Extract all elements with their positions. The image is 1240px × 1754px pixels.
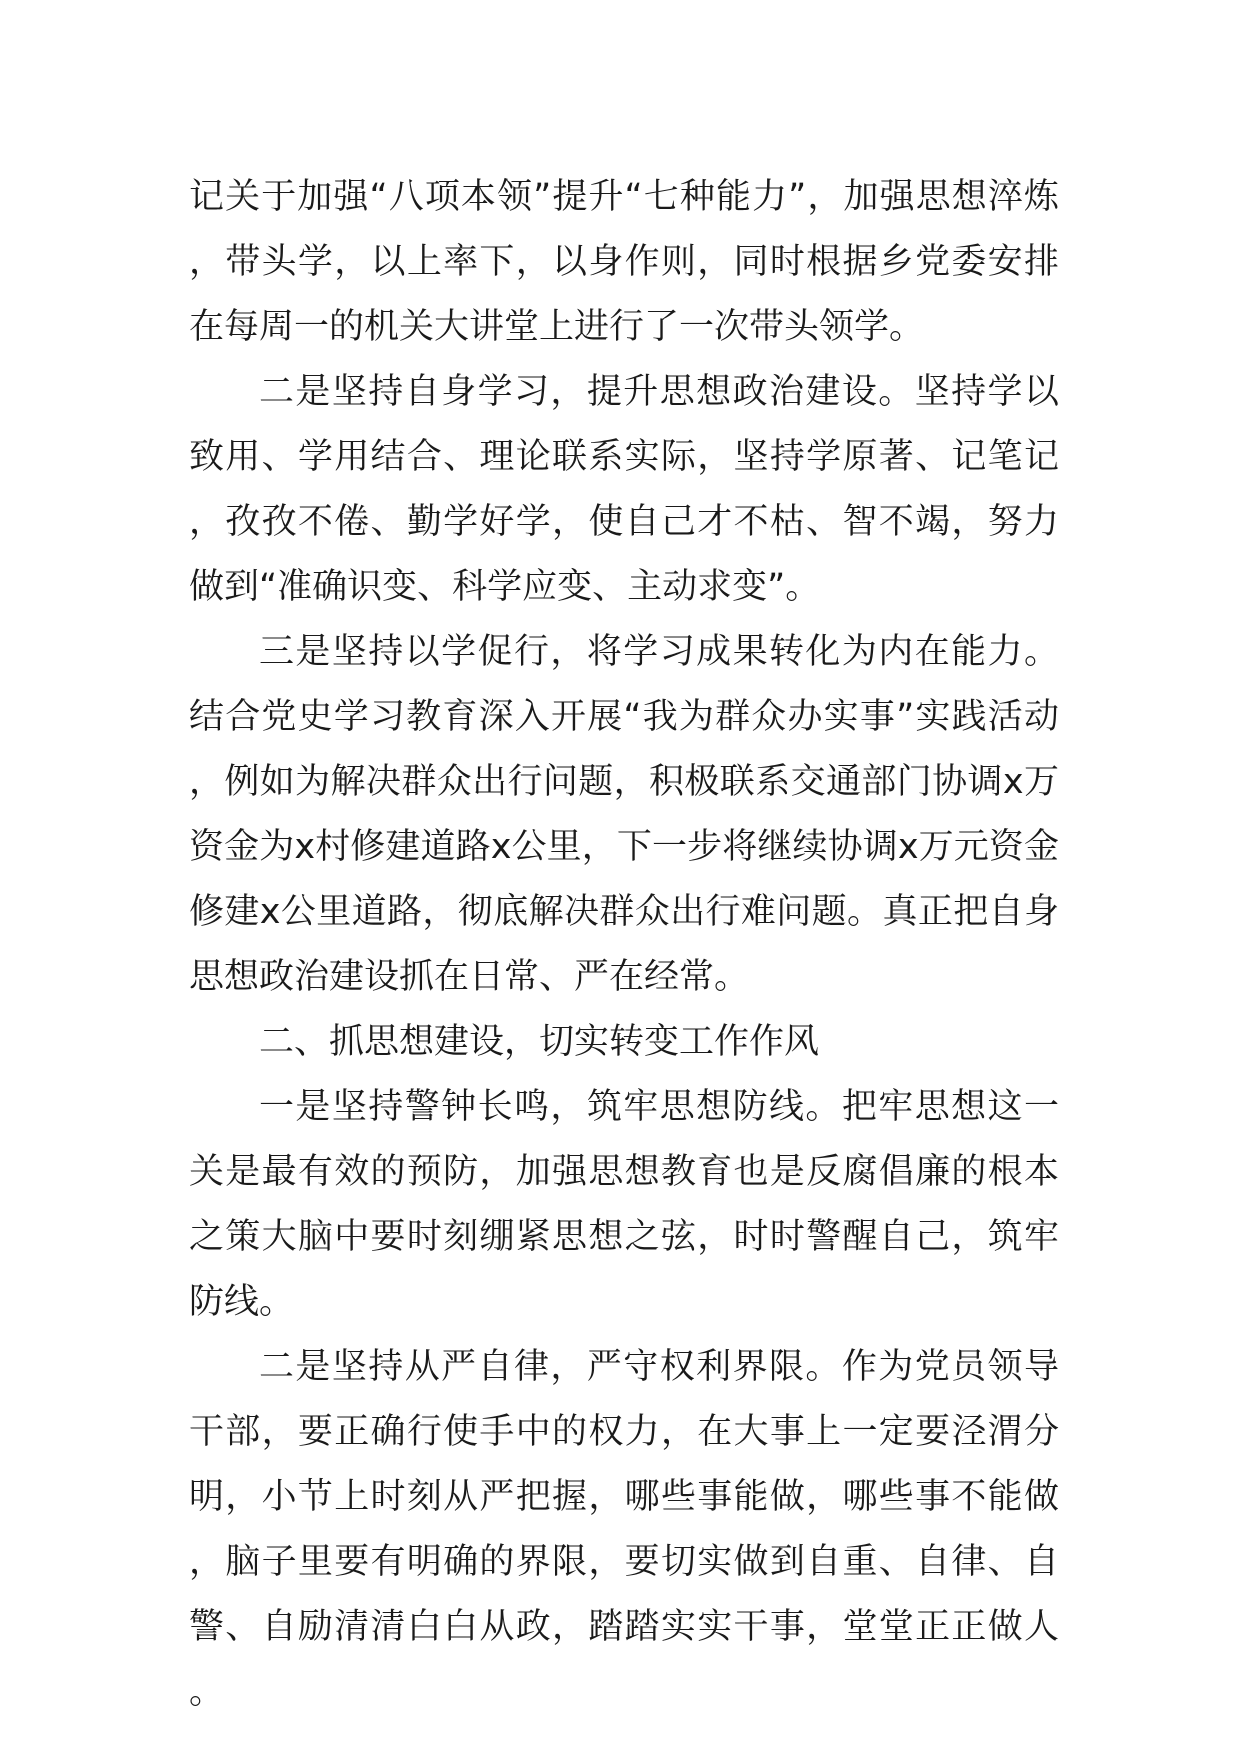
paragraph-5: 二是坚持从严自律，严守权利界限。作为党员领导干部，要正确行使手中的权力，在大事上一定要泾渭分明，小节上时刻从严把握，哪些事能做，哪些事不能做，脑子里要有明确的界限，要切实做到自重、自律、自警、自励清清白白从政，踏踏实实干事，堂堂正正做人。 <box>189 1347 1059 1712</box>
paragraph-2: 二是坚持自身学习，提升思想政治建设。坚持学以致用、学用结合、理论联系实际，坚持学原著、记笔记，孜孜不倦、勤学好学，使自己才不枯、智不竭，努力做到“准确识变、科学应变、主动求变”。 <box>189 372 1059 607</box>
paragraph-3: 三是坚持以学促行，将学习成果转化为内在能力。结合党史学习教育深入开展“我为群众办实事”实践活动，例如为解决群众出行问题，积极联系交通部门协调x万资金为x村修建道路x公里，下一步将继续协调x万元资金修建x公里道路，彻底解决群众出行难问题。真正把自身思想政治建设抓在日常、严在经常。 <box>189 632 1059 997</box>
document-body <box>189 165 1059 1725</box>
section-heading: 二、抓思想建设，切实转变工作作风 <box>259 1022 820 1062</box>
paragraph-1: 记关于加强“八项本领”提升“七种能力”，加强思想淬炼，带头学，以上率下，以身作则，同时根据乡党委安排在每周一的机关大讲堂上进行了一次带头领学。 <box>189 177 1060 347</box>
paragraph-4: 一是坚持警钟长鸣，筑牢思想防线。把牢思想这一关是最有效的预防，加强思想教育也是反腐倡廉的根本之策大脑中要时刻绷紧思想之弦，时时警醒自己，筑牢防线。 <box>189 1087 1059 1322</box>
